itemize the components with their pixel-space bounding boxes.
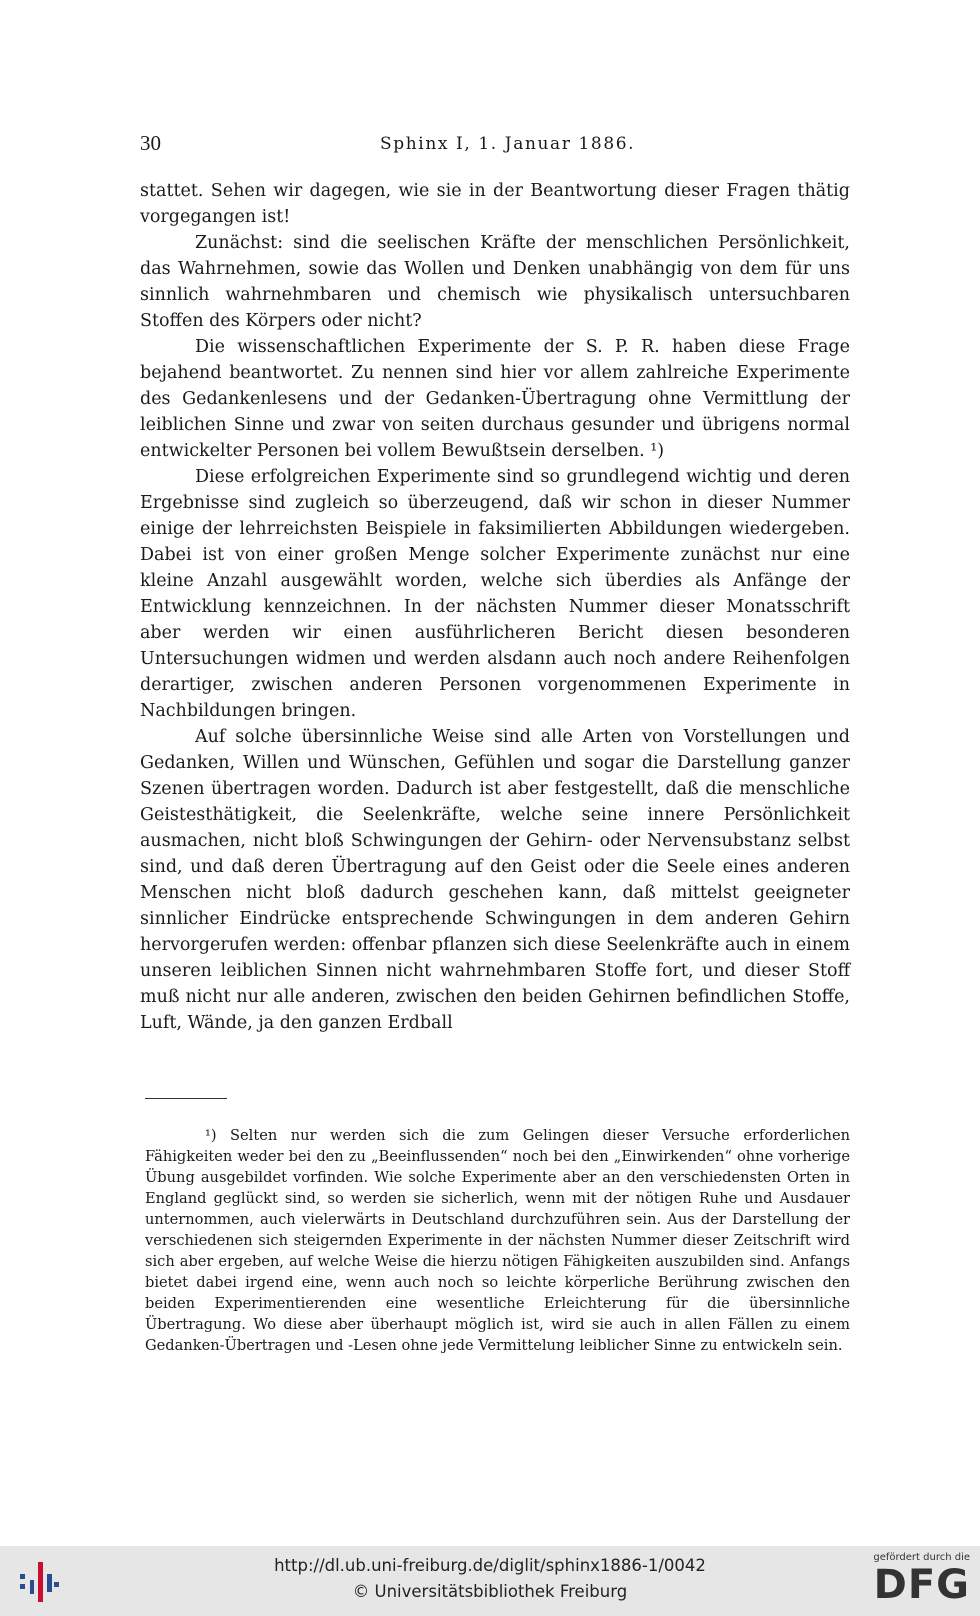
page-header (140, 131, 850, 161)
page-number: 30 (140, 131, 161, 155)
paragraph: Zunächst: sind die seelischen Kräfte der menschlichen Persönlichkeit, das Wahrnehmen, sowie das Wollen und Denken unabhängig von dem für uns sinnlich wahrnehmbaren und chemisch wie physikalisch untersuchbaren Stoffen des Körpers oder nicht? (140, 233, 850, 331)
paragraph: Auf solche übersinnliche Weise sind alle Arten von Vorstellungen und Gedanken, Willen und Wünschen, Gefühlen und sogar die Darstellung ganzer Szenen übertragen worden. Dadurch ist aber festgestellt, daß die menschliche Geistesthätigkeit, die Seelenkräfte, welche seine innere Persönlichkeit ausmachen, nicht bloß Schwingungen der Gehirn- oder Nervensubstanz selbst sind, und daß deren Übertragung auf den Geist oder die Seele eines anderen Menschen nicht bloß dadurch geschehen kann, daß mittelst geeigneter sinnlicher Eindrücke entsprechende Schwingungen in dem anderen Gehirn hervorgerufen werden: offenbar pflanzen sich diese Seelenkräfte auch in einem unseren leiblichen Sinnen nicht wahrnehmbaren Stoffe fort, und dieser Stoff muß nicht nur alle anderen, zwischen den beiden Gehirnen befindlichen Stoffe, Luft, Wände, ja den ganzen Erdball (140, 727, 850, 1033)
dfg-wordmark: DFG (873, 1562, 970, 1608)
permalink-url[interactable]: http://dl.ub.uni-freiburg.de/diglit/sphinx1886-1/0042 (274, 1556, 706, 1575)
main-text (140, 178, 850, 1036)
footnote: ¹) Selten nur werden sich die zum Gelingen dieser Versuche erforderlichen Fähigkeiten weder bei den zu „Beeinflussenden“ noch bei den „Einwirkenden“ ohne vorherige Übung ausgebildet vorfinden. Wie solche Experimente aber an den verschiedensten Orten in England geglückt sind, so werden sie sicherlich, wenn mit der nötigen Ruhe und Ausdauer unternommen, auch vielerwärts in Deutschland durchzuführen sein. Aus der Darstellung der verschiedenen sich steigernden Experimente in der nächsten Nummer dieser Zeitschrift wird sich aber ergeben, auf welche Weise die hierzu nötigen Fähigkeiten auszubilden sind. Anfangs bietet dabei irgend eine, wenn auch noch so leichte körperliche Berührung zwischen den beiden Experimentierenden eine wesentliche Erleichterung für die übersinnliche Übertragung. Wo diese aber überhaupt möglich ist, wird sie auch in allen Fällen zu einem Gedanken-Übertragen und -Lesen ohne jede Vermittelung leiblicher Sinne zu entwickeln sein. (145, 1127, 850, 1354)
footnote-divider (145, 1098, 227, 1099)
copyright-notice: © Universitätsbibliothek Freiburg (352, 1582, 628, 1601)
paragraph: Die wissenschaftlichen Experimente der S. P. R. haben diese Frage bejahend beantwortet. Zu nennen sind hier vor allem zahlreiche Experimente des Gedankenlesens und der Gedanken-Übertragung ohne Vermittlung der leiblichen Sinne und zwar von seiten durchaus gesunder und übrigens normal entwickelter Personen bei vollem Bewußtsein derselben. ¹) (140, 337, 850, 461)
running-head: Sphinx I, 1. Januar 1886. (380, 134, 636, 154)
paragraph: stattet. Sehen wir dagegen, wie sie in der Beantwortung dieser Fragen thätig vorgegangen ist! (140, 181, 850, 227)
paragraph: Diese erfolgreichen Experimente sind so grundlegend wichtig und deren Ergebnisse sind zugleich so überzeugend, daß wir schon in dieser Nummer einige der lehrreichsten Beispiele in faksimilierten Abbildungen wiedergeben. Dabei ist von einer großen Menge solcher Experimente zunächst nur eine kleine Anzahl ausgewählt worden, welche sich überdies als Anfänge der Entwicklung kennzeichnen. In der nächsten Nummer dieser Monatsschrift aber werden wir einen ausführlicheren Bericht diesen besonderen Untersuchungen widmen und werden alsdann auch noch andere Reihenfolgen derartiger, zwischen anderen Personen vorgenommenen Experimente in Nachbildungen bringen. (140, 467, 850, 721)
dfg-logo[interactable] (860, 1552, 970, 1612)
funding-note: gefördert durch die (873, 1552, 970, 1563)
viewer-footer (0, 1546, 980, 1616)
